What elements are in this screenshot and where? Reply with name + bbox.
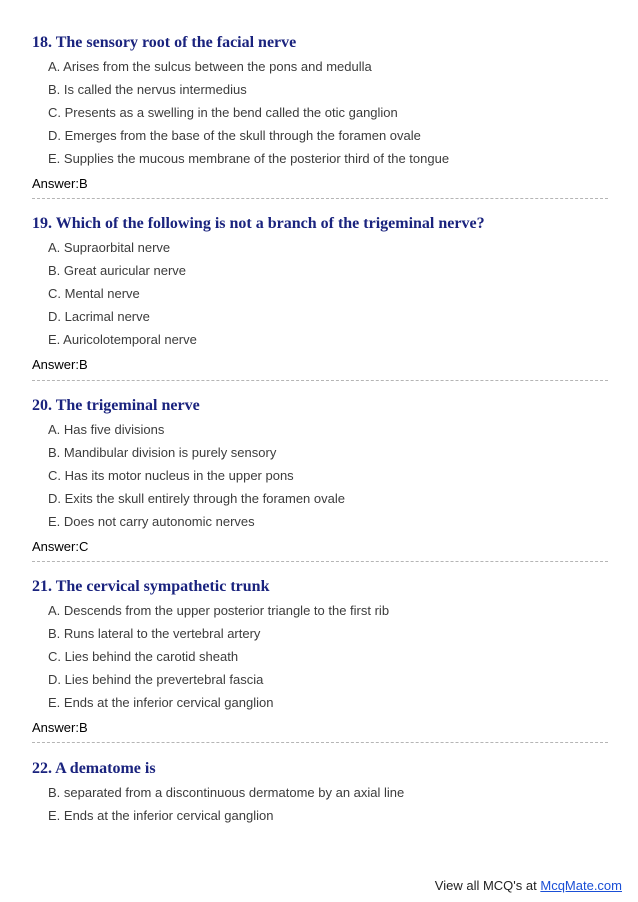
option-c: C. Lies behind the carotid sheath: [48, 649, 239, 664]
question-18: [32, 33, 608, 195]
option-b: B. Is called the nervus intermedius: [48, 82, 247, 97]
option-b: B. Runs lateral to the vertebral artery: [48, 626, 261, 641]
option-b: B. Great auricular nerve: [48, 263, 187, 278]
footer: [435, 878, 622, 893]
question-divider: [32, 742, 608, 743]
options-list: [32, 418, 608, 533]
option-a: A. Has five divisions: [48, 422, 165, 437]
option-d: D. Exits the skull entirely through the foramen ovale: [48, 491, 345, 506]
option-e: E. Auricolotemporal nerve: [48, 332, 197, 347]
option-a: A. Descends from the upper posterior triangle to the first rib: [48, 603, 390, 618]
option-e: E. Ends at the inferior cervical ganglion: [48, 695, 274, 710]
options-list: [32, 55, 608, 170]
options-list: [32, 236, 608, 351]
option-d: D. Lies behind the prevertebral fascia: [48, 672, 264, 687]
option-e: E. Supplies the mucous membrane of the posterior third of the tongue: [48, 151, 450, 166]
answer-text: Answer:C: [32, 539, 89, 554]
question-19: [32, 214, 608, 376]
option-b: B. separated from a discontinuous dermatome by an axial line: [48, 785, 405, 800]
option-c: C. Mental nerve: [48, 286, 140, 301]
question-22: [32, 759, 608, 827]
question-title: 19. Which of the following is not a branch of the trigeminal nerve?: [32, 215, 485, 232]
question-divider: [32, 198, 608, 199]
answer-text: Answer:B: [32, 176, 88, 191]
option-c: C. Has its motor nucleus in the upper pons: [48, 468, 294, 483]
answer-text: Answer:B: [32, 357, 88, 372]
answer-text: Answer:B: [32, 720, 88, 735]
option-c: C. Presents as a swelling in the bend called the otic ganglion: [48, 105, 398, 120]
option-e: E. Does not carry autonomic nerves: [48, 514, 255, 529]
question-title: 18. The sensory root of the facial nerve: [32, 34, 297, 51]
option-a: A. Supraorbital nerve: [48, 240, 171, 255]
question-divider: [32, 561, 608, 562]
question-20: [32, 396, 608, 558]
question-title: 21. The cervical sympathetic trunk: [32, 578, 270, 595]
option-b: B. Mandibular division is purely sensory: [48, 445, 277, 460]
option-d: D. Lacrimal nerve: [48, 309, 150, 324]
question-title: 20. The trigeminal nerve: [32, 397, 200, 414]
mcqmate-link[interactable]: McqMate.com: [540, 878, 622, 893]
question-title: 22. A dematome is: [32, 760, 156, 777]
option-a: A. Arises from the sulcus between the pons and medulla: [48, 59, 372, 74]
question-divider: [32, 380, 608, 381]
footer-text: View all MCQ's at: [434, 878, 541, 893]
options-list: [32, 781, 608, 827]
question-21: [32, 577, 608, 739]
options-list: [32, 599, 608, 714]
option-e: E. Ends at the inferior cervical ganglion: [48, 808, 274, 823]
option-d: D. Emerges from the base of the skull through the foramen ovale: [48, 128, 421, 143]
